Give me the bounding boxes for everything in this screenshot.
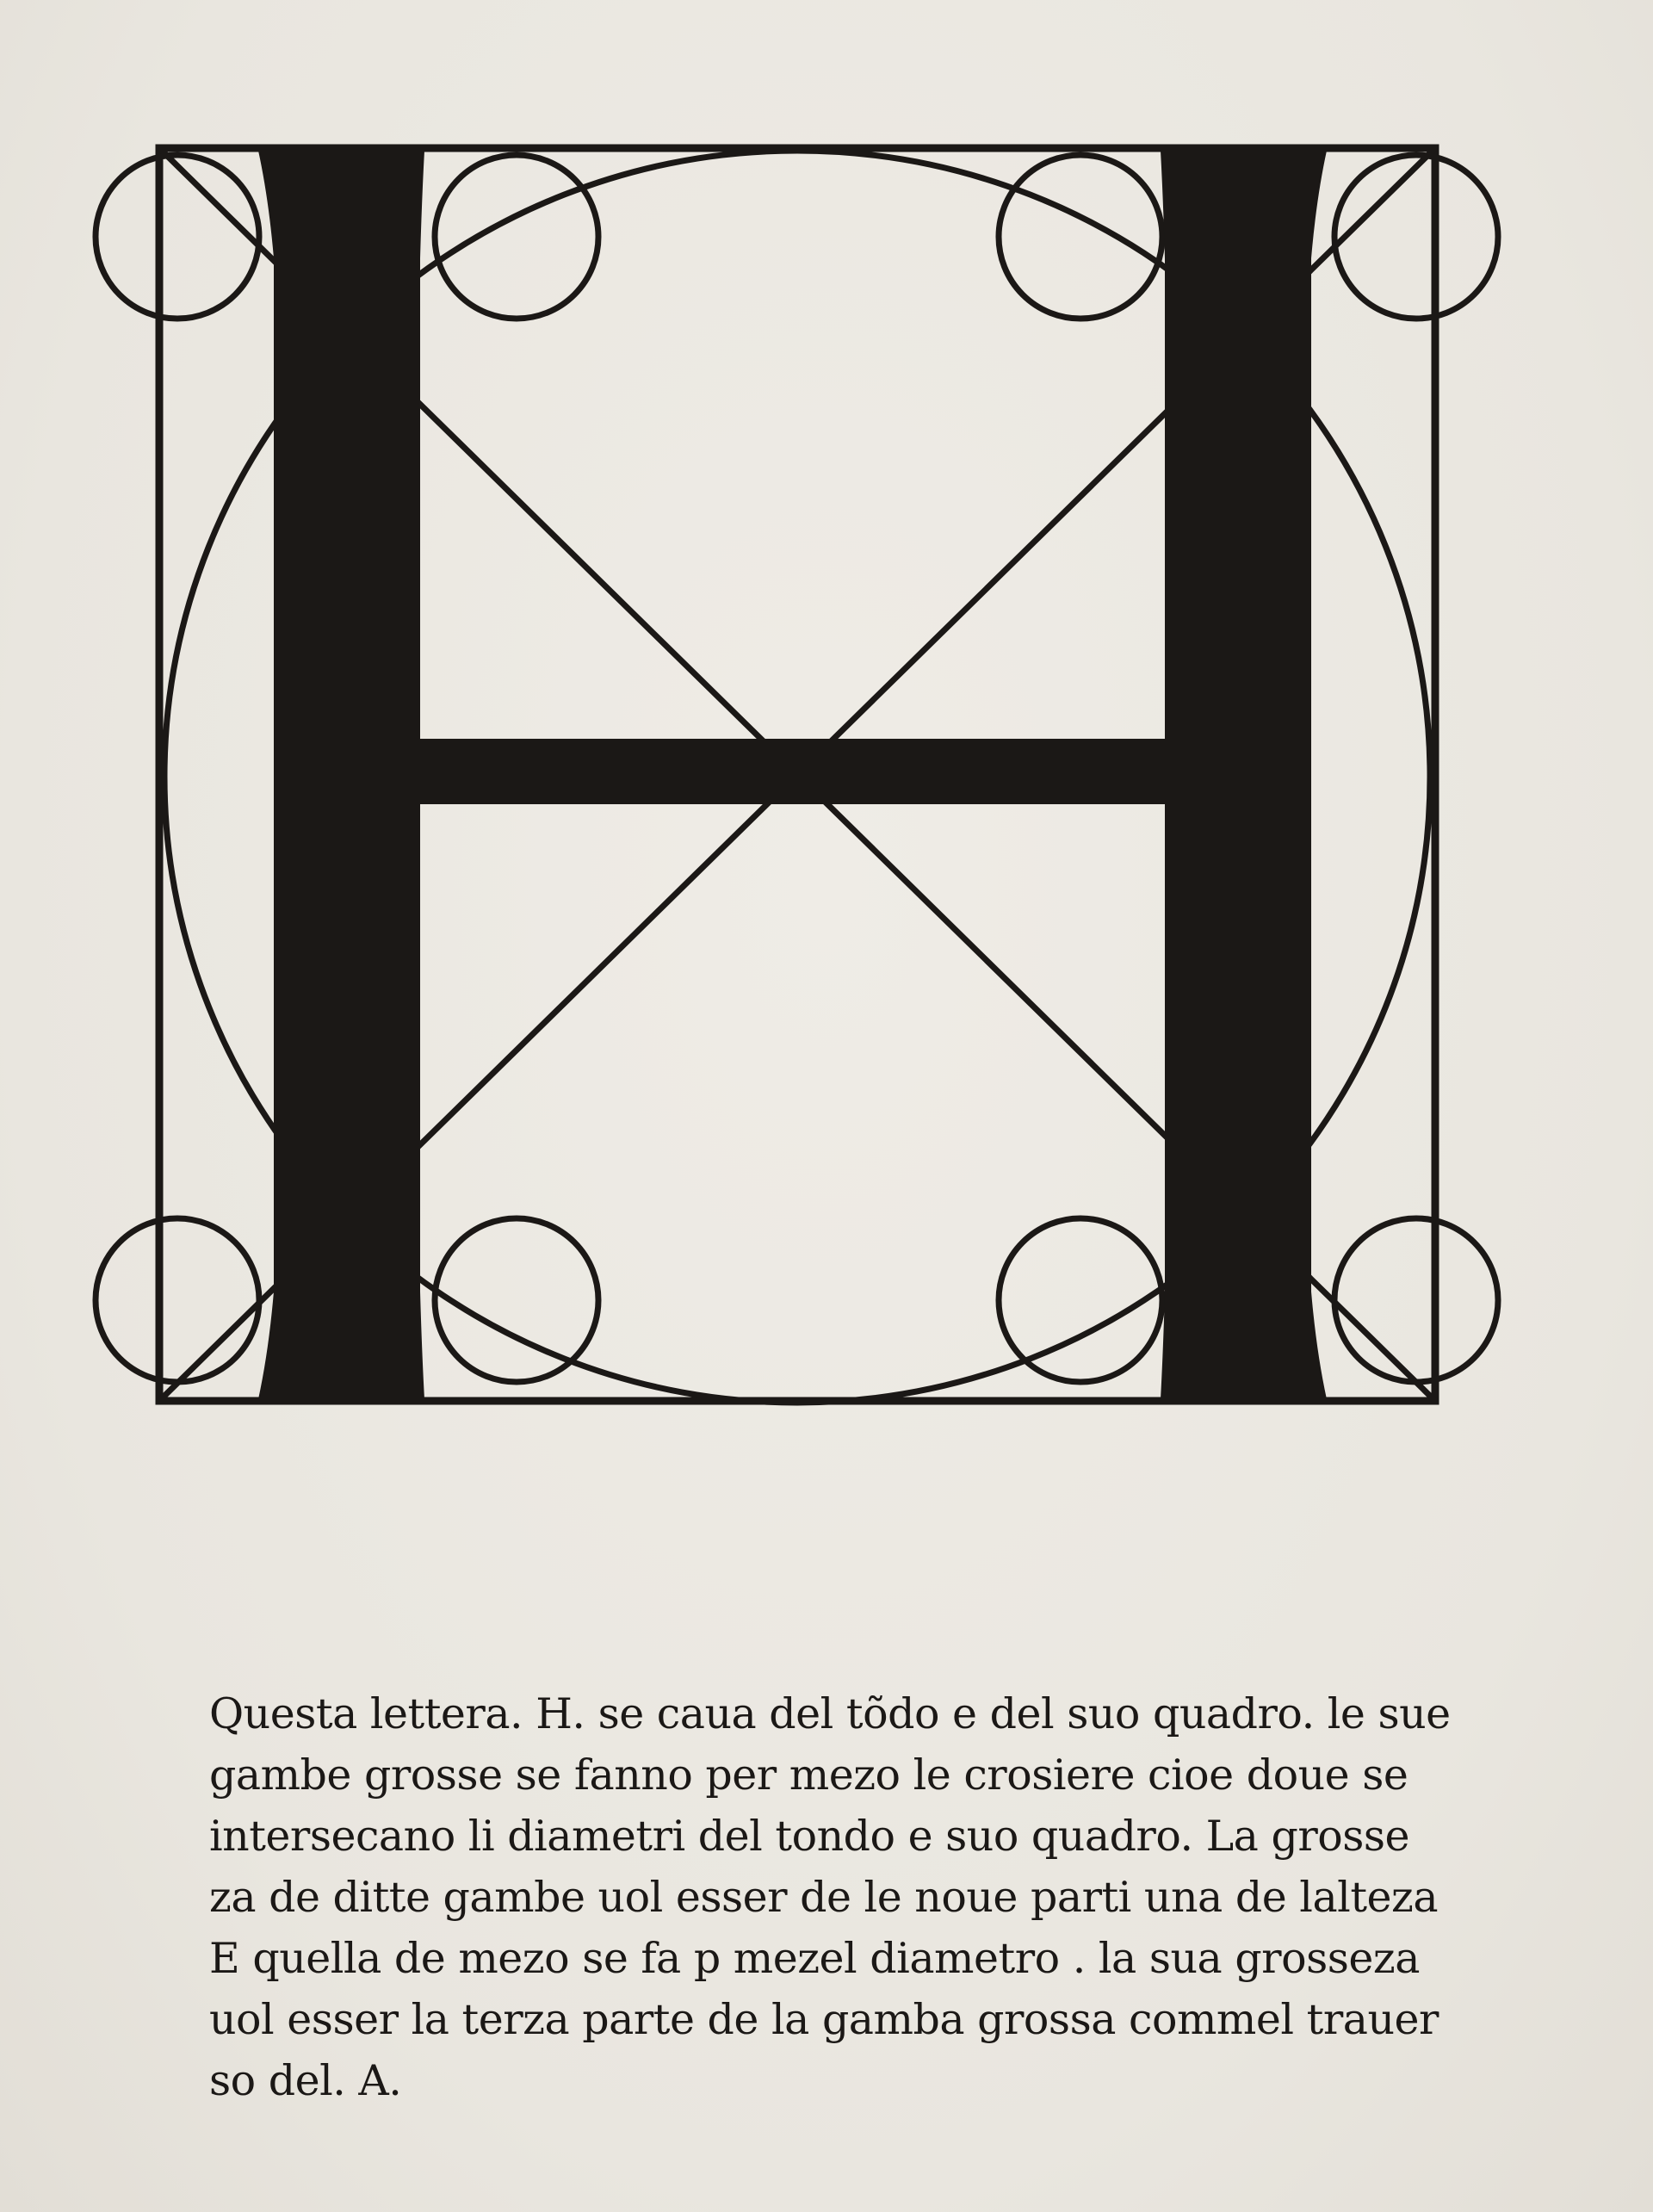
caption-line: gambe grosse se fanno per mezo le crosiere cioe doue se [209, 1750, 1408, 1800]
corner-circle [999, 155, 1162, 319]
corner-circle [999, 1218, 1162, 1382]
caption-text [209, 1683, 1449, 2111]
letter-h-crossbar [420, 739, 1165, 804]
caption-line: intersecano li diametri del tondo e suo quadro. La grosse [209, 1812, 1410, 1861]
corner-circle [1334, 1218, 1498, 1382]
caption-line: za de ditte gambe uol esser de le noue parti una de lalteza [209, 1873, 1439, 1922]
corner-circle [435, 1218, 598, 1382]
caption-line: uol esser la terza parte de la gamba grossa commel trauer [209, 1995, 1439, 2044]
caption-line: E quella de mezo se fa p mezel diametro . la sua grosseza [209, 1934, 1420, 1983]
corner-circle [96, 155, 259, 319]
letter-h-right-stem [1161, 151, 1327, 1399]
corner-circle [1334, 155, 1498, 319]
caption-line: so del. A. [209, 2056, 402, 2105]
corner-circle [96, 1218, 259, 1382]
caption-line: Questa lettera. H. se caua del tõdo e del suo quadro. le sue [209, 1689, 1451, 1738]
letter-h-left-stem [258, 151, 424, 1399]
corner-circle [435, 155, 598, 319]
